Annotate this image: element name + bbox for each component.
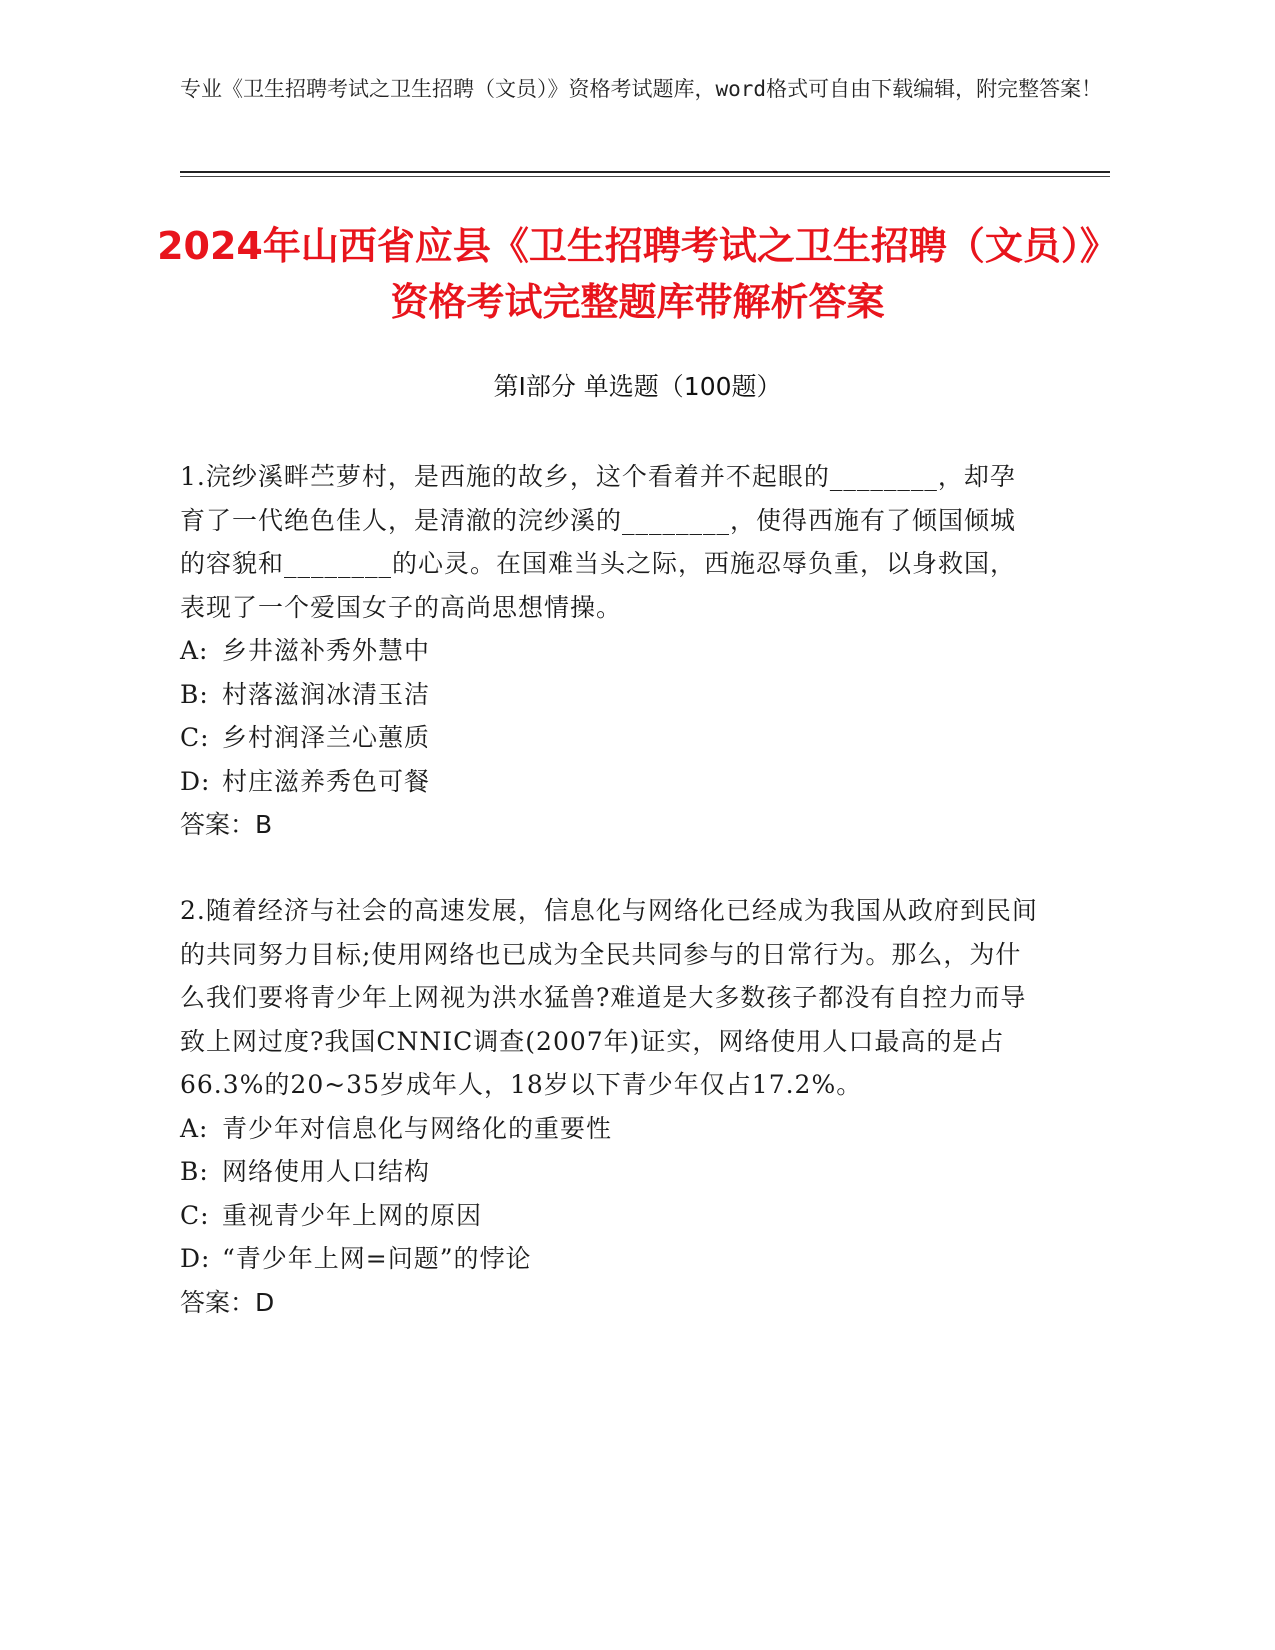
option-b [180, 1150, 1040, 1194]
option-key: A: [180, 1113, 209, 1143]
option-text: 村庄滋养秀色可餐 [222, 766, 431, 796]
option-a [180, 629, 1040, 673]
option-c [180, 716, 1040, 760]
option-text: 村落滋润冰清玉洁 [222, 679, 431, 709]
option-key: B: [180, 1157, 209, 1186]
question-1 [180, 455, 1040, 847]
question-2 [180, 889, 1040, 1324]
answer-line: 答案：D [180, 1287, 275, 1317]
section-title: 第I部分 单选题（100题） [493, 372, 782, 401]
option-text: 乡井滋补秀外慧中 [222, 636, 431, 665]
option-a [180, 1107, 1040, 1151]
document-title: 2024年山西省应县《卫生招聘考试之卫生招聘（文员）》资格考试完整题库带解析答案 [157, 224, 1118, 324]
question-stem: 1.浣纱溪畔苎萝村，是西施的故乡，这个看着并不起眼的________，却孕育了一代绝色佳人，是清澈的浣纱溪的________，使得西施有了倾国倾城的容貌和________的心灵。在国难当头之际，西施忍辱负重，以身救国，表现了一个爱国女子的高尚思想情操。 [180, 462, 1017, 622]
option-text: 青少年对信息化与网络化的重要性 [222, 1113, 613, 1143]
option-c [180, 1194, 1040, 1238]
option-d [180, 760, 1040, 804]
header-note: 专业《卫生招聘考试之卫生招聘（文员）》资格考试题库，word格式可自由下载编辑，附完整答案！ [180, 77, 1103, 101]
option-key: D: [180, 1244, 211, 1273]
question-stem: 2.随着经济与社会的高速发展，信息化与网络化已经成为我国从政府到民间的共同努力目标;使用网络也已成为全民共同参与的日常行为。那么，为什么我们要将青少年上网视为洪水猛兽?难道是大多数孩子都没有自控力而导致上网过度?我国CNNIC调查(2007年)证实，网络使用人口最高的是占66.3%的20~35岁成年人，18岁以下青少年仅占17.2%。 [180, 896, 1038, 1099]
header-rule-thin [180, 176, 1110, 177]
option-text: “青少年上网=问题”的悖论 [222, 1244, 532, 1273]
option-text: 乡村润泽兰心蕙质 [222, 723, 431, 752]
option-key: A: [180, 636, 209, 665]
option-key: D: [180, 766, 211, 796]
option-d [180, 1237, 1040, 1281]
option-key: C: [180, 1200, 210, 1230]
option-key: C: [180, 723, 210, 752]
option-text: 网络使用人口结构 [222, 1157, 431, 1186]
option-b [180, 673, 1040, 717]
option-key: B: [180, 679, 209, 709]
answer-line: 答案：B [180, 810, 273, 839]
header-rule-thick [180, 171, 1110, 173]
option-text: 重视青少年上网的原因 [222, 1200, 483, 1230]
